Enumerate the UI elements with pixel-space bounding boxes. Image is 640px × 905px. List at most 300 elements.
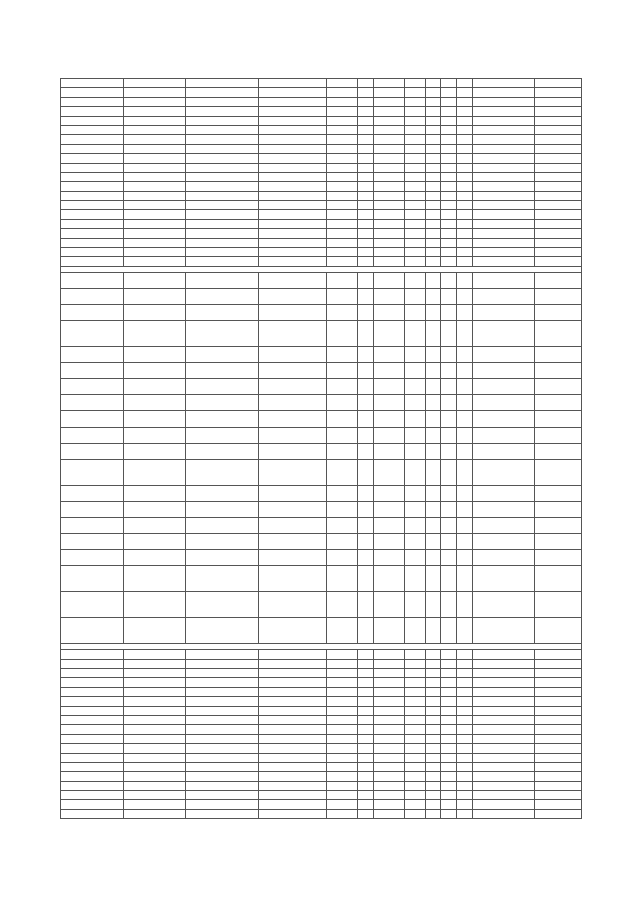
table-cell bbox=[535, 427, 582, 443]
table-cell bbox=[61, 592, 124, 618]
table-cell bbox=[535, 687, 582, 696]
table-cell bbox=[456, 272, 472, 288]
table-cell bbox=[326, 238, 357, 247]
table-cell bbox=[357, 669, 373, 678]
table-cell bbox=[186, 163, 259, 172]
table-cell bbox=[373, 725, 404, 734]
table-row bbox=[61, 79, 582, 88]
table-cell bbox=[535, 144, 582, 153]
table-row bbox=[61, 697, 582, 706]
table-cell bbox=[472, 650, 535, 659]
table-cell bbox=[258, 88, 326, 97]
table-cell bbox=[425, 687, 441, 696]
table-cell bbox=[373, 257, 404, 266]
table-cell bbox=[373, 534, 404, 550]
table-cell bbox=[535, 459, 582, 485]
table-cell bbox=[186, 427, 259, 443]
table-cell bbox=[404, 172, 425, 181]
table-cell bbox=[456, 135, 472, 144]
table-cell bbox=[456, 501, 472, 517]
table-row bbox=[61, 321, 582, 347]
table-cell bbox=[456, 534, 472, 550]
table-cell bbox=[472, 427, 535, 443]
table-cell bbox=[441, 248, 457, 257]
table-cell bbox=[472, 257, 535, 266]
table-cell bbox=[357, 744, 373, 753]
table-cell bbox=[357, 697, 373, 706]
table-cell bbox=[404, 706, 425, 715]
table-cell bbox=[326, 321, 357, 347]
table-cell bbox=[326, 144, 357, 153]
table-cell bbox=[373, 809, 404, 818]
table-cell bbox=[357, 229, 373, 238]
table-cell bbox=[326, 107, 357, 116]
table-cell bbox=[535, 772, 582, 781]
table-row bbox=[61, 427, 582, 443]
table-cell bbox=[373, 485, 404, 501]
table-cell bbox=[373, 379, 404, 395]
table-cell bbox=[472, 97, 535, 106]
table-cell bbox=[425, 592, 441, 618]
table-cell bbox=[404, 125, 425, 134]
table-cell bbox=[425, 411, 441, 427]
table-cell bbox=[472, 238, 535, 247]
table-cell bbox=[425, 772, 441, 781]
table-cell bbox=[123, 288, 186, 304]
table-cell bbox=[472, 534, 535, 550]
table-cell bbox=[61, 257, 124, 266]
table-row bbox=[61, 534, 582, 550]
table-cell bbox=[258, 201, 326, 210]
table-cell bbox=[535, 238, 582, 247]
table-cell bbox=[326, 163, 357, 172]
table-cell bbox=[326, 592, 357, 618]
table-cell bbox=[61, 135, 124, 144]
table-cell bbox=[456, 363, 472, 379]
table-cell bbox=[535, 125, 582, 134]
table-cell bbox=[357, 210, 373, 219]
table-cell bbox=[404, 97, 425, 106]
table-cell bbox=[535, 791, 582, 800]
table-cell bbox=[373, 107, 404, 116]
table-cell bbox=[258, 443, 326, 459]
table-cell bbox=[186, 288, 259, 304]
table-cell bbox=[456, 219, 472, 228]
table-cell bbox=[61, 725, 124, 734]
table-cell bbox=[258, 182, 326, 191]
table-cell bbox=[326, 443, 357, 459]
table-cell bbox=[123, 618, 186, 644]
table-cell bbox=[456, 321, 472, 347]
table-cell bbox=[441, 107, 457, 116]
table-cell bbox=[535, 659, 582, 668]
table-cell bbox=[123, 154, 186, 163]
table-cell bbox=[186, 534, 259, 550]
table-cell bbox=[456, 79, 472, 88]
table-cell bbox=[535, 347, 582, 363]
table-cell bbox=[456, 618, 472, 644]
table-cell bbox=[186, 191, 259, 200]
table-cell bbox=[123, 550, 186, 566]
table-cell bbox=[456, 107, 472, 116]
table-cell bbox=[535, 592, 582, 618]
table-cell bbox=[425, 347, 441, 363]
table-cell bbox=[123, 427, 186, 443]
table-cell bbox=[441, 238, 457, 247]
table-row bbox=[61, 229, 582, 238]
table-cell bbox=[373, 97, 404, 106]
table-cell bbox=[373, 762, 404, 771]
table-cell bbox=[326, 485, 357, 501]
table-cell bbox=[441, 762, 457, 771]
table-cell bbox=[456, 459, 472, 485]
table-cell bbox=[326, 229, 357, 238]
table-cell bbox=[441, 395, 457, 411]
table-row bbox=[61, 88, 582, 97]
table-cell bbox=[425, 210, 441, 219]
table-cell bbox=[258, 257, 326, 266]
table-cell bbox=[535, 669, 582, 678]
table-cell bbox=[425, 182, 441, 191]
table-cell bbox=[326, 678, 357, 687]
table-cell bbox=[326, 272, 357, 288]
table-cell bbox=[123, 706, 186, 715]
table-cell bbox=[472, 550, 535, 566]
table-cell bbox=[441, 163, 457, 172]
table-cell bbox=[441, 715, 457, 724]
table-cell bbox=[186, 753, 259, 762]
table-cell bbox=[373, 618, 404, 644]
table-cell bbox=[472, 411, 535, 427]
table-cell bbox=[472, 744, 535, 753]
table-cell bbox=[535, 288, 582, 304]
table-cell bbox=[61, 347, 124, 363]
table-cell bbox=[472, 772, 535, 781]
table-cell bbox=[123, 210, 186, 219]
table-cell bbox=[404, 443, 425, 459]
table-row bbox=[61, 305, 582, 321]
table-cell bbox=[373, 734, 404, 743]
table-cell bbox=[404, 79, 425, 88]
table-row bbox=[61, 210, 582, 219]
table-cell bbox=[61, 762, 124, 771]
table-cell bbox=[357, 135, 373, 144]
table-cell bbox=[404, 762, 425, 771]
table-cell bbox=[535, 79, 582, 88]
table-cell bbox=[326, 305, 357, 321]
table-cell bbox=[441, 144, 457, 153]
table-cell bbox=[123, 229, 186, 238]
table-cell bbox=[441, 809, 457, 818]
table-cell bbox=[186, 379, 259, 395]
table-cell bbox=[186, 125, 259, 134]
table-cell bbox=[456, 182, 472, 191]
table-row bbox=[61, 219, 582, 228]
table-cell bbox=[123, 163, 186, 172]
table-cell bbox=[61, 163, 124, 172]
table-cell bbox=[357, 517, 373, 533]
table-cell bbox=[357, 79, 373, 88]
table-cell bbox=[123, 762, 186, 771]
table-cell bbox=[535, 210, 582, 219]
table-cell bbox=[425, 566, 441, 592]
table-cell bbox=[373, 791, 404, 800]
table-cell bbox=[357, 154, 373, 163]
table-cell bbox=[425, 163, 441, 172]
table-cell bbox=[258, 517, 326, 533]
table-row bbox=[61, 791, 582, 800]
table-cell bbox=[441, 744, 457, 753]
table-cell bbox=[357, 219, 373, 228]
table-row bbox=[61, 347, 582, 363]
table-cell bbox=[357, 485, 373, 501]
table-cell bbox=[456, 238, 472, 247]
table-cell bbox=[456, 791, 472, 800]
table-cell bbox=[404, 272, 425, 288]
table-cell bbox=[373, 517, 404, 533]
table-cell bbox=[425, 534, 441, 550]
table-cell bbox=[472, 791, 535, 800]
table-cell bbox=[404, 566, 425, 592]
table-cell bbox=[535, 363, 582, 379]
table-cell bbox=[61, 305, 124, 321]
table-cell bbox=[441, 678, 457, 687]
table-cell bbox=[472, 107, 535, 116]
table-cell bbox=[186, 501, 259, 517]
table-cell bbox=[373, 772, 404, 781]
table-cell bbox=[425, 288, 441, 304]
table-cell bbox=[373, 363, 404, 379]
table-cell bbox=[472, 618, 535, 644]
table-cell bbox=[123, 182, 186, 191]
table-cell bbox=[404, 219, 425, 228]
table-cell bbox=[373, 753, 404, 762]
table-row bbox=[61, 772, 582, 781]
table-cell bbox=[326, 135, 357, 144]
table-row bbox=[61, 485, 582, 501]
table-cell bbox=[373, 229, 404, 238]
table-cell bbox=[472, 443, 535, 459]
table-cell bbox=[404, 725, 425, 734]
table-cell bbox=[472, 79, 535, 88]
table-cell bbox=[425, 725, 441, 734]
table-cell bbox=[456, 809, 472, 818]
table-cell bbox=[186, 97, 259, 106]
table bbox=[60, 78, 582, 819]
table-cell bbox=[357, 781, 373, 790]
table-cell bbox=[258, 485, 326, 501]
table-cell bbox=[472, 485, 535, 501]
table-cell bbox=[441, 650, 457, 659]
table-cell bbox=[404, 659, 425, 668]
table-cell bbox=[123, 172, 186, 181]
table-cell bbox=[258, 715, 326, 724]
table-cell bbox=[186, 144, 259, 153]
table-cell bbox=[123, 347, 186, 363]
table-row bbox=[61, 395, 582, 411]
table-cell bbox=[357, 363, 373, 379]
table-cell bbox=[123, 88, 186, 97]
table-cell bbox=[472, 288, 535, 304]
table-cell bbox=[425, 257, 441, 266]
table-cell bbox=[373, 321, 404, 347]
table-cell bbox=[123, 734, 186, 743]
table-cell bbox=[472, 781, 535, 790]
table-cell bbox=[326, 618, 357, 644]
table-cell bbox=[425, 715, 441, 724]
table-cell bbox=[326, 79, 357, 88]
table-cell bbox=[61, 534, 124, 550]
table-cell bbox=[357, 791, 373, 800]
table-cell bbox=[535, 697, 582, 706]
table-cell bbox=[123, 781, 186, 790]
table-cell bbox=[258, 144, 326, 153]
table-cell bbox=[258, 288, 326, 304]
table-cell bbox=[441, 201, 457, 210]
table-cell bbox=[472, 229, 535, 238]
table-cell bbox=[404, 210, 425, 219]
table-cell bbox=[404, 347, 425, 363]
table-cell bbox=[123, 125, 186, 134]
table-cell bbox=[357, 659, 373, 668]
table-cell bbox=[326, 669, 357, 678]
table-cell bbox=[326, 288, 357, 304]
table-cell bbox=[357, 288, 373, 304]
table-cell bbox=[441, 363, 457, 379]
table-cell bbox=[472, 659, 535, 668]
table-cell bbox=[258, 800, 326, 809]
table-cell bbox=[425, 734, 441, 743]
table-row bbox=[61, 97, 582, 106]
table-cell bbox=[186, 363, 259, 379]
table-cell bbox=[326, 744, 357, 753]
table-cell bbox=[472, 697, 535, 706]
table-cell bbox=[373, 650, 404, 659]
table-cell bbox=[357, 762, 373, 771]
table-cell bbox=[535, 305, 582, 321]
table-cell bbox=[441, 697, 457, 706]
table-row bbox=[61, 411, 582, 427]
table-cell bbox=[326, 172, 357, 181]
table-cell bbox=[535, 534, 582, 550]
table-cell bbox=[425, 744, 441, 753]
table-cell bbox=[186, 715, 259, 724]
table-cell bbox=[326, 411, 357, 427]
table-cell bbox=[404, 744, 425, 753]
table-row bbox=[61, 288, 582, 304]
table-cell bbox=[441, 347, 457, 363]
table-cell bbox=[258, 706, 326, 715]
table-cell bbox=[357, 257, 373, 266]
table-cell bbox=[123, 725, 186, 734]
table-cell bbox=[472, 321, 535, 347]
table-cell bbox=[258, 678, 326, 687]
table-cell bbox=[258, 734, 326, 743]
table-cell bbox=[456, 762, 472, 771]
table-cell bbox=[373, 443, 404, 459]
table-row bbox=[61, 809, 582, 818]
table-cell bbox=[357, 411, 373, 427]
table-cell bbox=[61, 791, 124, 800]
table-cell bbox=[357, 116, 373, 125]
table-cell bbox=[123, 321, 186, 347]
table-cell bbox=[123, 753, 186, 762]
table-cell bbox=[535, 550, 582, 566]
table-cell bbox=[357, 687, 373, 696]
table-cell bbox=[373, 669, 404, 678]
table-cell bbox=[535, 566, 582, 592]
table-cell bbox=[535, 809, 582, 818]
table-cell bbox=[357, 272, 373, 288]
table-row bbox=[61, 678, 582, 687]
table-cell bbox=[373, 163, 404, 172]
table-cell bbox=[61, 144, 124, 153]
table-cell bbox=[61, 379, 124, 395]
table-cell bbox=[258, 229, 326, 238]
table-cell bbox=[123, 517, 186, 533]
table-row bbox=[61, 107, 582, 116]
table-cell bbox=[404, 772, 425, 781]
table-cell bbox=[61, 116, 124, 125]
table-cell bbox=[186, 650, 259, 659]
table-cell bbox=[535, 618, 582, 644]
table-cell bbox=[456, 427, 472, 443]
table-cell bbox=[425, 135, 441, 144]
table-cell bbox=[186, 395, 259, 411]
table-cell bbox=[357, 534, 373, 550]
table-cell bbox=[258, 550, 326, 566]
table-cell bbox=[535, 116, 582, 125]
table-row bbox=[61, 734, 582, 743]
table-cell bbox=[425, 229, 441, 238]
table-cell bbox=[441, 88, 457, 97]
table-cell bbox=[535, 272, 582, 288]
table-cell bbox=[404, 144, 425, 153]
table-cell bbox=[425, 678, 441, 687]
table-cell bbox=[472, 687, 535, 696]
table-cell bbox=[258, 411, 326, 427]
table-cell bbox=[535, 650, 582, 659]
table-cell bbox=[404, 715, 425, 724]
table-cell bbox=[186, 229, 259, 238]
table-cell bbox=[186, 238, 259, 247]
table-cell bbox=[441, 172, 457, 181]
table-cell bbox=[258, 687, 326, 696]
table-cell bbox=[373, 201, 404, 210]
table-cell bbox=[535, 201, 582, 210]
table-cell bbox=[425, 107, 441, 116]
table-cell bbox=[404, 592, 425, 618]
table-cell bbox=[425, 791, 441, 800]
table-cell bbox=[61, 744, 124, 753]
table-row bbox=[61, 116, 582, 125]
table-cell bbox=[373, 219, 404, 228]
table-cell bbox=[373, 182, 404, 191]
table-cell bbox=[456, 163, 472, 172]
table-cell bbox=[425, 79, 441, 88]
table-cell bbox=[326, 427, 357, 443]
table-cell bbox=[258, 107, 326, 116]
table-cell bbox=[123, 411, 186, 427]
table-cell bbox=[441, 706, 457, 715]
table-cell bbox=[441, 517, 457, 533]
table-cell bbox=[61, 411, 124, 427]
table-cell bbox=[357, 163, 373, 172]
table-cell bbox=[472, 154, 535, 163]
table-cell bbox=[123, 659, 186, 668]
table-cell bbox=[357, 172, 373, 181]
table-cell bbox=[357, 618, 373, 644]
